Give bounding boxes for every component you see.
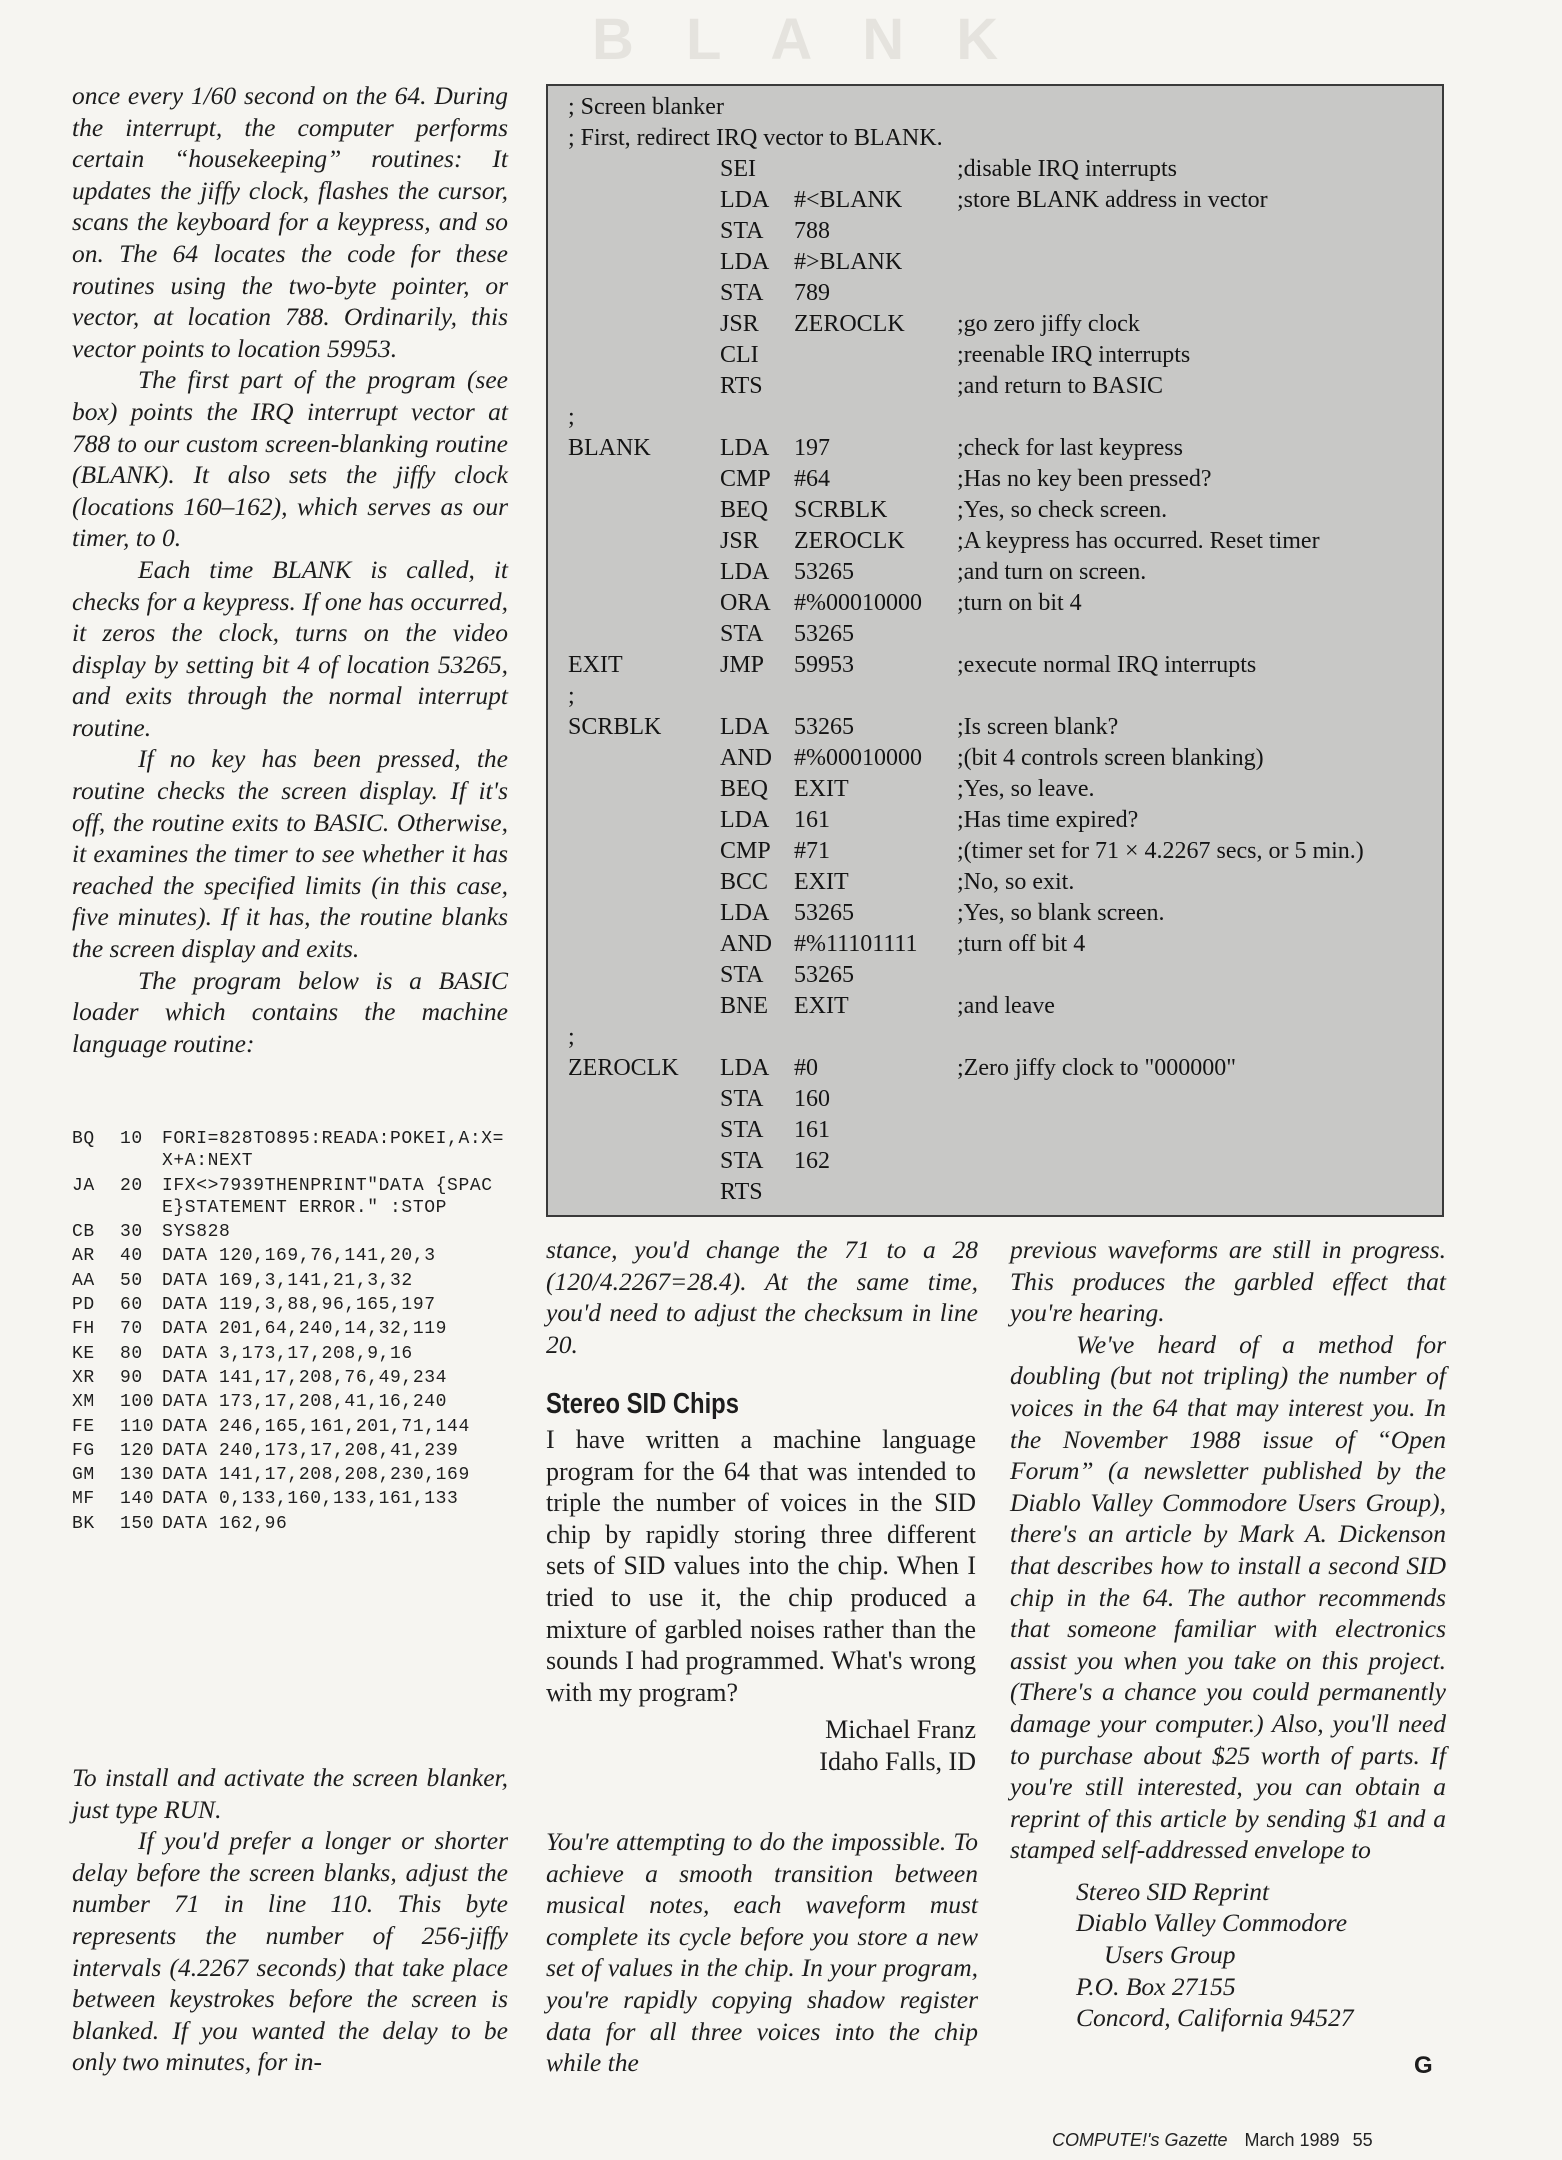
letter-signature: [546, 1714, 976, 1777]
asm-op: RTS: [720, 1179, 763, 1205]
asm-arg: #%00010000: [794, 590, 922, 616]
middle-column-top: [546, 1234, 978, 1360]
line-number: 150: [120, 1513, 155, 1534]
paragraph: The first part of the program (see box) points the IRQ interrupt vector at 788 to our custom screen-blanking routine (BLANK). It also sets the jiffy clock (locations 160–162), which serves as our timer, to 0.: [72, 365, 508, 553]
checksum-tag: XM: [72, 1392, 95, 1413]
line-number: 30: [120, 1222, 143, 1243]
basic-line: [72, 1416, 512, 1438]
asm-label: BLANK: [568, 435, 651, 461]
asm-arg: #>BLANK: [794, 249, 903, 275]
checksum-tag: CB: [72, 1222, 95, 1243]
asm-arg: #0: [794, 1055, 818, 1081]
asm-cmt: ;Has time expired?: [957, 807, 1139, 833]
asm-cmt: ;check for last keypress: [957, 435, 1183, 461]
paragraph: stance, you'd change the 71 to a 28 (120/4.2267=28.4). At the same time, you'd need to adjust the checksum in line 20.: [546, 1235, 978, 1359]
asm-arg: #<BLANK: [794, 187, 903, 213]
asm-op: STA: [720, 280, 764, 306]
asm-cmt: ;(bit 4 controls screen blanking): [957, 745, 1264, 771]
paragraph: To install and activate the screen blanker, just type RUN.: [72, 1763, 508, 1824]
line-number: 120: [120, 1440, 155, 1461]
asm-op: LDA: [720, 559, 770, 585]
asm-op: JMP: [720, 652, 765, 678]
checksum-tag: AR: [72, 1246, 95, 1267]
asm-op: LDA: [720, 714, 770, 740]
asm-op: BEQ: [720, 776, 768, 802]
page-footer: [1052, 2130, 1373, 2151]
asm-op: AND: [720, 745, 772, 771]
left-column: [72, 80, 508, 1059]
asm-cmt: ;Yes, so blank screen.: [957, 900, 1165, 926]
asm-op: LDA: [720, 187, 770, 213]
basic-line: [72, 1294, 512, 1316]
asm-arg: ZEROCLK: [794, 311, 905, 337]
asm-op: JSR: [720, 528, 759, 554]
line-number: 130: [120, 1465, 155, 1486]
asm-arg: 162: [794, 1148, 830, 1174]
basic-code: DATA 201,64,240,14,32,119: [162, 1319, 448, 1340]
line-number: 50: [120, 1270, 143, 1291]
checksum-tag: FE: [72, 1416, 95, 1437]
asm-op: CLI: [720, 342, 759, 368]
asm-cmt: ;(timer set for 71 × 4.2267 secs, or 5 min.): [957, 838, 1364, 864]
checksum-tag: PD: [72, 1295, 95, 1316]
asm-header-text: ; Screen blanker: [568, 94, 724, 120]
letter-text: I have written a machine language program for the 64 that was intended to triple the number of voices in the SID chip by rapidly storing three different sets of SID values into the chip. When I tried to use it, the chip produced a mixture of garbled noises rather than the sounds I had programmed. What's wrong with my program?: [546, 1425, 976, 1707]
asm-cmt: ;and leave: [957, 993, 1055, 1019]
asm-arg: EXIT: [794, 776, 849, 802]
asm-label: EXIT: [568, 652, 623, 678]
paragraph: once every 1/60 second on the 64. During the interrupt, the computer performs certain “housekeeping” routines: It updates the jiffy clock, flashes the cursor, scans the keyboard for a keypress, and so on. The 64 locates the code for these routines using the two-byte pointer, or vector, at location 788. Ordinarily, this vector points to location 59953.: [72, 81, 508, 363]
asm-cmt: ;A keypress has occurred. Reset timer: [957, 528, 1320, 554]
line-number: 40: [120, 1246, 143, 1267]
asm-arg: 161: [794, 807, 830, 833]
asm-arg: EXIT: [794, 993, 849, 1019]
asm-cmt: ;go zero jiffy clock: [957, 311, 1140, 337]
faded-section-title: B L A N K: [592, 7, 1017, 66]
basic-line: [72, 1367, 512, 1389]
asm-arg: SCRBLK: [794, 497, 888, 523]
paragraph: previous waveforms are still in progress. This produces the garbled effect that you're hearing.: [1010, 1235, 1446, 1328]
asm-cmt: ;execute normal IRQ interrupts: [957, 652, 1257, 678]
asm-op: LDA: [720, 807, 770, 833]
asm-arg: 59953: [794, 652, 854, 678]
asm-arg: #%00010000: [794, 745, 922, 771]
asm-arg: 789: [794, 280, 830, 306]
asm-op: BNE: [720, 993, 768, 1019]
checksum-tag: JA: [72, 1175, 95, 1196]
basic-code: FORI=828TO895:READA:POKEI,A:X=X+A:NEXT: [162, 1129, 505, 1172]
basic-code: DATA 3,173,17,208,9,16: [162, 1343, 413, 1364]
asm-arg: #71: [794, 838, 830, 864]
asm-op: AND: [720, 931, 772, 957]
asm-cmt: ;turn on bit 4: [957, 590, 1082, 616]
basic-line: [72, 1270, 512, 1292]
asm-op: LDA: [720, 249, 770, 275]
line-number: 10: [120, 1129, 143, 1149]
asm-arg: 53265: [794, 621, 854, 647]
asm-op: STA: [720, 621, 764, 647]
assembly-listing-box: [546, 84, 1444, 1217]
basic-code: DATA 141,17,208,76,49,234: [162, 1367, 448, 1388]
basic-line: [72, 1221, 512, 1243]
basic-line: [72, 1175, 512, 1220]
checksum-tag: KE: [72, 1343, 95, 1364]
paragraph: We've heard of a method for doubling (but not tripling) the number of voices in the 64 that may interest you. In the November 1988 issue of “Open Forum” (a newsletter published by the Diablo Valley Commodore Users Group), there's an article by Mark A. Dickenson that describes how to install a second SID chip in the 64. The author recommends that someone familiar with electronics assist you when you take on this project. (There's a chance you could permanently damage your computer.) Also, you'll need to purchase about $25 worth of parts. If you're still interested, you can obtain a reprint of this article by sending $1 and a stamped self-addressed envelope to: [1010, 1329, 1446, 1865]
checksum-tag: FH: [72, 1319, 95, 1340]
asm-cmt: ;reenable IRQ interrupts: [957, 342, 1191, 368]
asm-cmt: ;and turn on screen.: [957, 559, 1147, 585]
asm-op: SEI: [720, 156, 756, 182]
signature-place: Idaho Falls, ID: [819, 1746, 976, 1776]
basic-code: DATA 246,165,161,201,71,144: [162, 1416, 470, 1437]
mailing-address: [1010, 1876, 1446, 2034]
footer-page-number: 55: [1352, 2130, 1373, 2150]
basic-line: [72, 1464, 512, 1486]
basic-code: DATA 120,169,76,141,20,3: [162, 1246, 436, 1267]
basic-code: DATA 173,17,208,41,16,240: [162, 1392, 448, 1413]
asm-header-text: ; First, redirect IRQ vector to BLANK.: [568, 125, 943, 151]
basic-code: DATA 119,3,88,96,165,197: [162, 1295, 436, 1316]
checksum-tag: MF: [72, 1489, 95, 1510]
checksum-tag: FG: [72, 1440, 95, 1461]
asm-arg: 197: [794, 435, 830, 461]
address-line: Diablo Valley Commodore: [1076, 1908, 1348, 1938]
basic-code: DATA 141,17,208,208,230,169: [162, 1465, 470, 1486]
paragraph: The program below is a BASIC loader which contains the machine language routine:: [72, 965, 508, 1058]
asm-arg: 161: [794, 1117, 830, 1143]
asm-cmt: ;Yes, so leave.: [957, 776, 1095, 802]
asm-op: STA: [720, 218, 764, 244]
asm-op: RTS: [720, 373, 763, 399]
asm-op: STA: [720, 1086, 764, 1112]
address-line: Concord, California 94527: [1076, 2003, 1354, 2033]
basic-code: DATA 169,3,141,21,3,32: [162, 1270, 413, 1291]
paragraph: If you'd prefer a longer or shorter delay before the screen blanks, adjust the number 71 in line 110. This byte represents the number of 256-jiffy intervals (4.2267 seconds) that take place between keystrokes before the screen is blanked. If you wanted the delay to be only two minutes, for in-: [72, 1826, 508, 2077]
asm-op: CMP: [720, 466, 771, 492]
basic-loader-listing: [72, 1128, 512, 1537]
asm-op: STA: [720, 962, 764, 988]
line-number: 60: [120, 1295, 143, 1316]
basic-line: [72, 1513, 512, 1535]
basic-line: [72, 1440, 512, 1462]
asm-label: ;: [568, 404, 575, 430]
asm-cmt: ;No, so exit.: [957, 869, 1075, 895]
asm-cmt: ;Has no key been pressed?: [957, 466, 1212, 492]
asm-arg: #%11101111: [794, 931, 918, 957]
asm-label: SCRBLK: [568, 714, 662, 740]
asm-arg: ZEROCLK: [794, 528, 905, 554]
basic-line: [72, 1488, 512, 1510]
line-number: 20: [120, 1175, 143, 1196]
asm-cmt: ;Is screen blank?: [957, 714, 1119, 740]
asm-arg: 160: [794, 1086, 830, 1112]
basic-code: IFX<>7939THENPRINT"DATA {SPACE}STATEMENT ERROR." :STOP: [162, 1175, 493, 1218]
asm-label: ZEROCLK: [568, 1055, 679, 1081]
asm-op: LDA: [720, 900, 770, 926]
right-column: [1010, 1234, 1446, 2034]
asm-op: BEQ: [720, 497, 768, 523]
asm-cmt: ;Zero jiffy clock to "000000": [957, 1055, 1237, 1081]
paragraph: Each time BLANK is called, it checks for a keypress. If one has occurred, it zeros the clock, turns on the video display by setting bit 4 of location 53265, and exits through the normal interrupt routine.: [72, 554, 508, 742]
reader-letter: [546, 1424, 976, 1778]
asm-op: STA: [720, 1148, 764, 1174]
asm-op: LDA: [720, 1055, 770, 1081]
asm-op: BCC: [720, 869, 769, 895]
checksum-tag: BQ: [72, 1129, 95, 1149]
section-heading: Stereo SID Chips: [546, 1388, 739, 1420]
end-of-article-mark: G: [1414, 2052, 1433, 2079]
line-number: 100: [120, 1392, 155, 1413]
asm-cmt: ;Yes, so check screen.: [957, 497, 1168, 523]
line-number: 110: [120, 1416, 155, 1437]
basic-code: DATA 162,96: [162, 1513, 288, 1534]
asm-cmt: ;turn off bit 4: [957, 931, 1086, 957]
address-line: Users Group: [1104, 1940, 1236, 1970]
basic-line: [72, 1343, 512, 1365]
basic-line: [72, 1245, 512, 1267]
basic-line: [72, 1128, 512, 1173]
asm-arg: 53265: [794, 559, 854, 585]
paragraph: You're attempting to do the impossible. To achieve a smooth transition between musical notes, each waveform must complete its cycle before you store a new set of values in the chip. In your program, you're rapidly copying shadow register data for all three voices into the chip while the: [546, 1827, 978, 2078]
checksum-tag: XR: [72, 1367, 95, 1388]
asm-label: ;: [568, 683, 575, 709]
asm-arg: #64: [794, 466, 830, 492]
signature-name: Michael Franz: [825, 1715, 976, 1745]
asm-cmt: ;store BLANK address in vector: [957, 187, 1268, 213]
address-line: Stereo SID Reprint: [1076, 1876, 1270, 1906]
footer-publication: COMPUTE!'s Gazette: [1052, 2130, 1228, 2150]
asm-label: ;: [568, 1024, 575, 1050]
asm-cmt: ;disable IRQ interrupts: [957, 156, 1177, 182]
asm-arg: EXIT: [794, 869, 849, 895]
basic-code: SYS828: [162, 1222, 231, 1243]
asm-arg: 53265: [794, 962, 854, 988]
checksum-tag: AA: [72, 1270, 95, 1291]
line-number: 140: [120, 1489, 155, 1510]
line-number: 80: [120, 1343, 143, 1364]
basic-line: [72, 1391, 512, 1413]
asm-op: ORA: [720, 590, 771, 616]
checksum-tag: GM: [72, 1465, 95, 1486]
asm-op: STA: [720, 1117, 764, 1143]
asm-arg: 53265: [794, 900, 854, 926]
asm-cmt: ;and return to BASIC: [957, 373, 1163, 399]
line-number: 70: [120, 1319, 143, 1340]
asm-arg: 53265: [794, 714, 854, 740]
left-column-after-listing: [72, 1762, 508, 2078]
asm-op: LDA: [720, 435, 770, 461]
line-number: 90: [120, 1367, 143, 1388]
asm-op: JSR: [720, 311, 759, 337]
answer-text: [546, 1826, 978, 2079]
paragraph: If no key has been pressed, the routine checks the screen display. If it's off, the routine exits to BASIC. Otherwise, it examines the timer to see whether it has reached the specified limits (in this case, five minutes). If it has, the routine blanks the screen display and exits.: [72, 744, 508, 964]
basic-code: DATA 0,133,160,133,161,133: [162, 1489, 459, 1510]
address-line: P.O. Box 27155: [1076, 1971, 1236, 2001]
checksum-tag: BK: [72, 1513, 95, 1534]
asm-arg: 788: [794, 218, 830, 244]
basic-line: [72, 1318, 512, 1340]
asm-op: CMP: [720, 838, 771, 864]
footer-issue: March 1989: [1244, 2130, 1340, 2150]
basic-code: DATA 240,173,17,208,41,239: [162, 1440, 459, 1461]
